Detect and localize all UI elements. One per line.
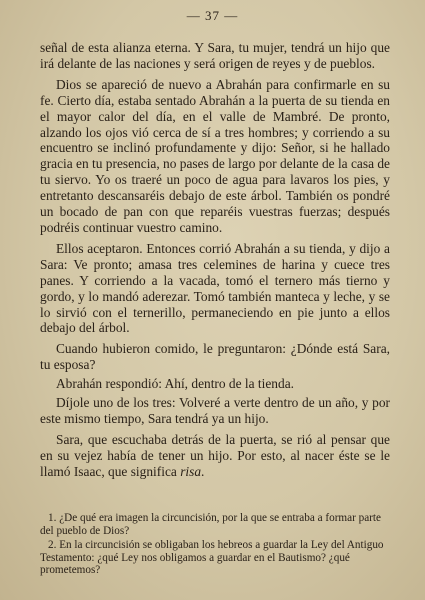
footnotes [40, 512, 392, 579]
paragraph-isaac-text: Sara, que escuchaba detrás de la puerta, se rió al pensar que en su vejez había de tener un hijo. Por esto, al nacer éste se le llamó Isaac, que significa [40, 431, 390, 479]
footnote-2-number: 2. [48, 539, 57, 552]
paragraph-answer: Abrahán respondió: Ahí, dentro de la tienda. [56, 376, 294, 392]
paragraph-promise: Díjole uno de los tres: Volveré a verte dentro de un año, y por este mismo tiempo, Sara tendrá ya un hijo. [40, 395, 390, 426]
paragraph-isaac-emphasis: risa [180, 463, 202, 479]
page-number: — 37 — [186, 8, 239, 23]
footnote-1-number: 1. [48, 512, 57, 524]
paragraph-apparition: Dios se apareció de nuevo a Abrahán para confirmarle en su fe. Cierto día, estaba sentado Abrahán a la puerta de su tienda en el mayor calor del día, en el valle de Mambré. De pronto, alzando los ojos vió cerca de sí a tres hombres; y corriendo a su encuentro se inclinó profundamente y dijo: Señor, si he hallado gracia en tu presencia, no pases de largo por delante de la casa de tu siervo. Yo os traeré un poco de agua para lavaros los pies, y entretanto descansaréis debajo de este árbol. También os pondré un bocado de pan con que reparéis vuestras fuerzas; después podréis continuar vuestro camino. [40, 76, 390, 235]
paragraph-covenant: señal de esta alianza eterna. Y Sara, tu mujer, tendrá un hijo que irá delante de las naciones y será origen de reyes y de pueblos. [40, 40, 390, 71]
paragraph-question: Cuando hubieron comido, le preguntaron: ¿Dónde está Sara, tu esposa? [40, 341, 390, 373]
footnote-1 [40, 512, 392, 537]
footnote-2 [40, 539, 392, 577]
paragraph-hospitality: Ellos aceptaron. Entonces corrió Abrahán a su tienda, y dijo a Sara: Ve pronto; amasa tres celemines de harina y cuece tres panes. Y corriendo a la vacada, tomó el ternero más tierno y gordo, y lo mandó aderezar. Tomó también manteca y leche, y se lo sirvió con el ternerillo, permaneciendo en pie junto a ellos debajo del árbol. [40, 240, 390, 336]
footnote-1-text: ¿De qué era imagen la circuncisión, por la que se entraba a formar parte del pueblo de Dios? [40, 512, 381, 537]
body-text [40, 40, 390, 485]
paragraph-isaac-end: . [201, 463, 205, 479]
paragraph-isaac [40, 432, 390, 480]
footnote-2-text: En la circuncisión se obligaban los hebreos a guardar la Ley del Antiguo Testamento: ¿qué Ley nos obligamos a guardar en el Bautismo? ¿qué prometemos? [40, 539, 384, 577]
